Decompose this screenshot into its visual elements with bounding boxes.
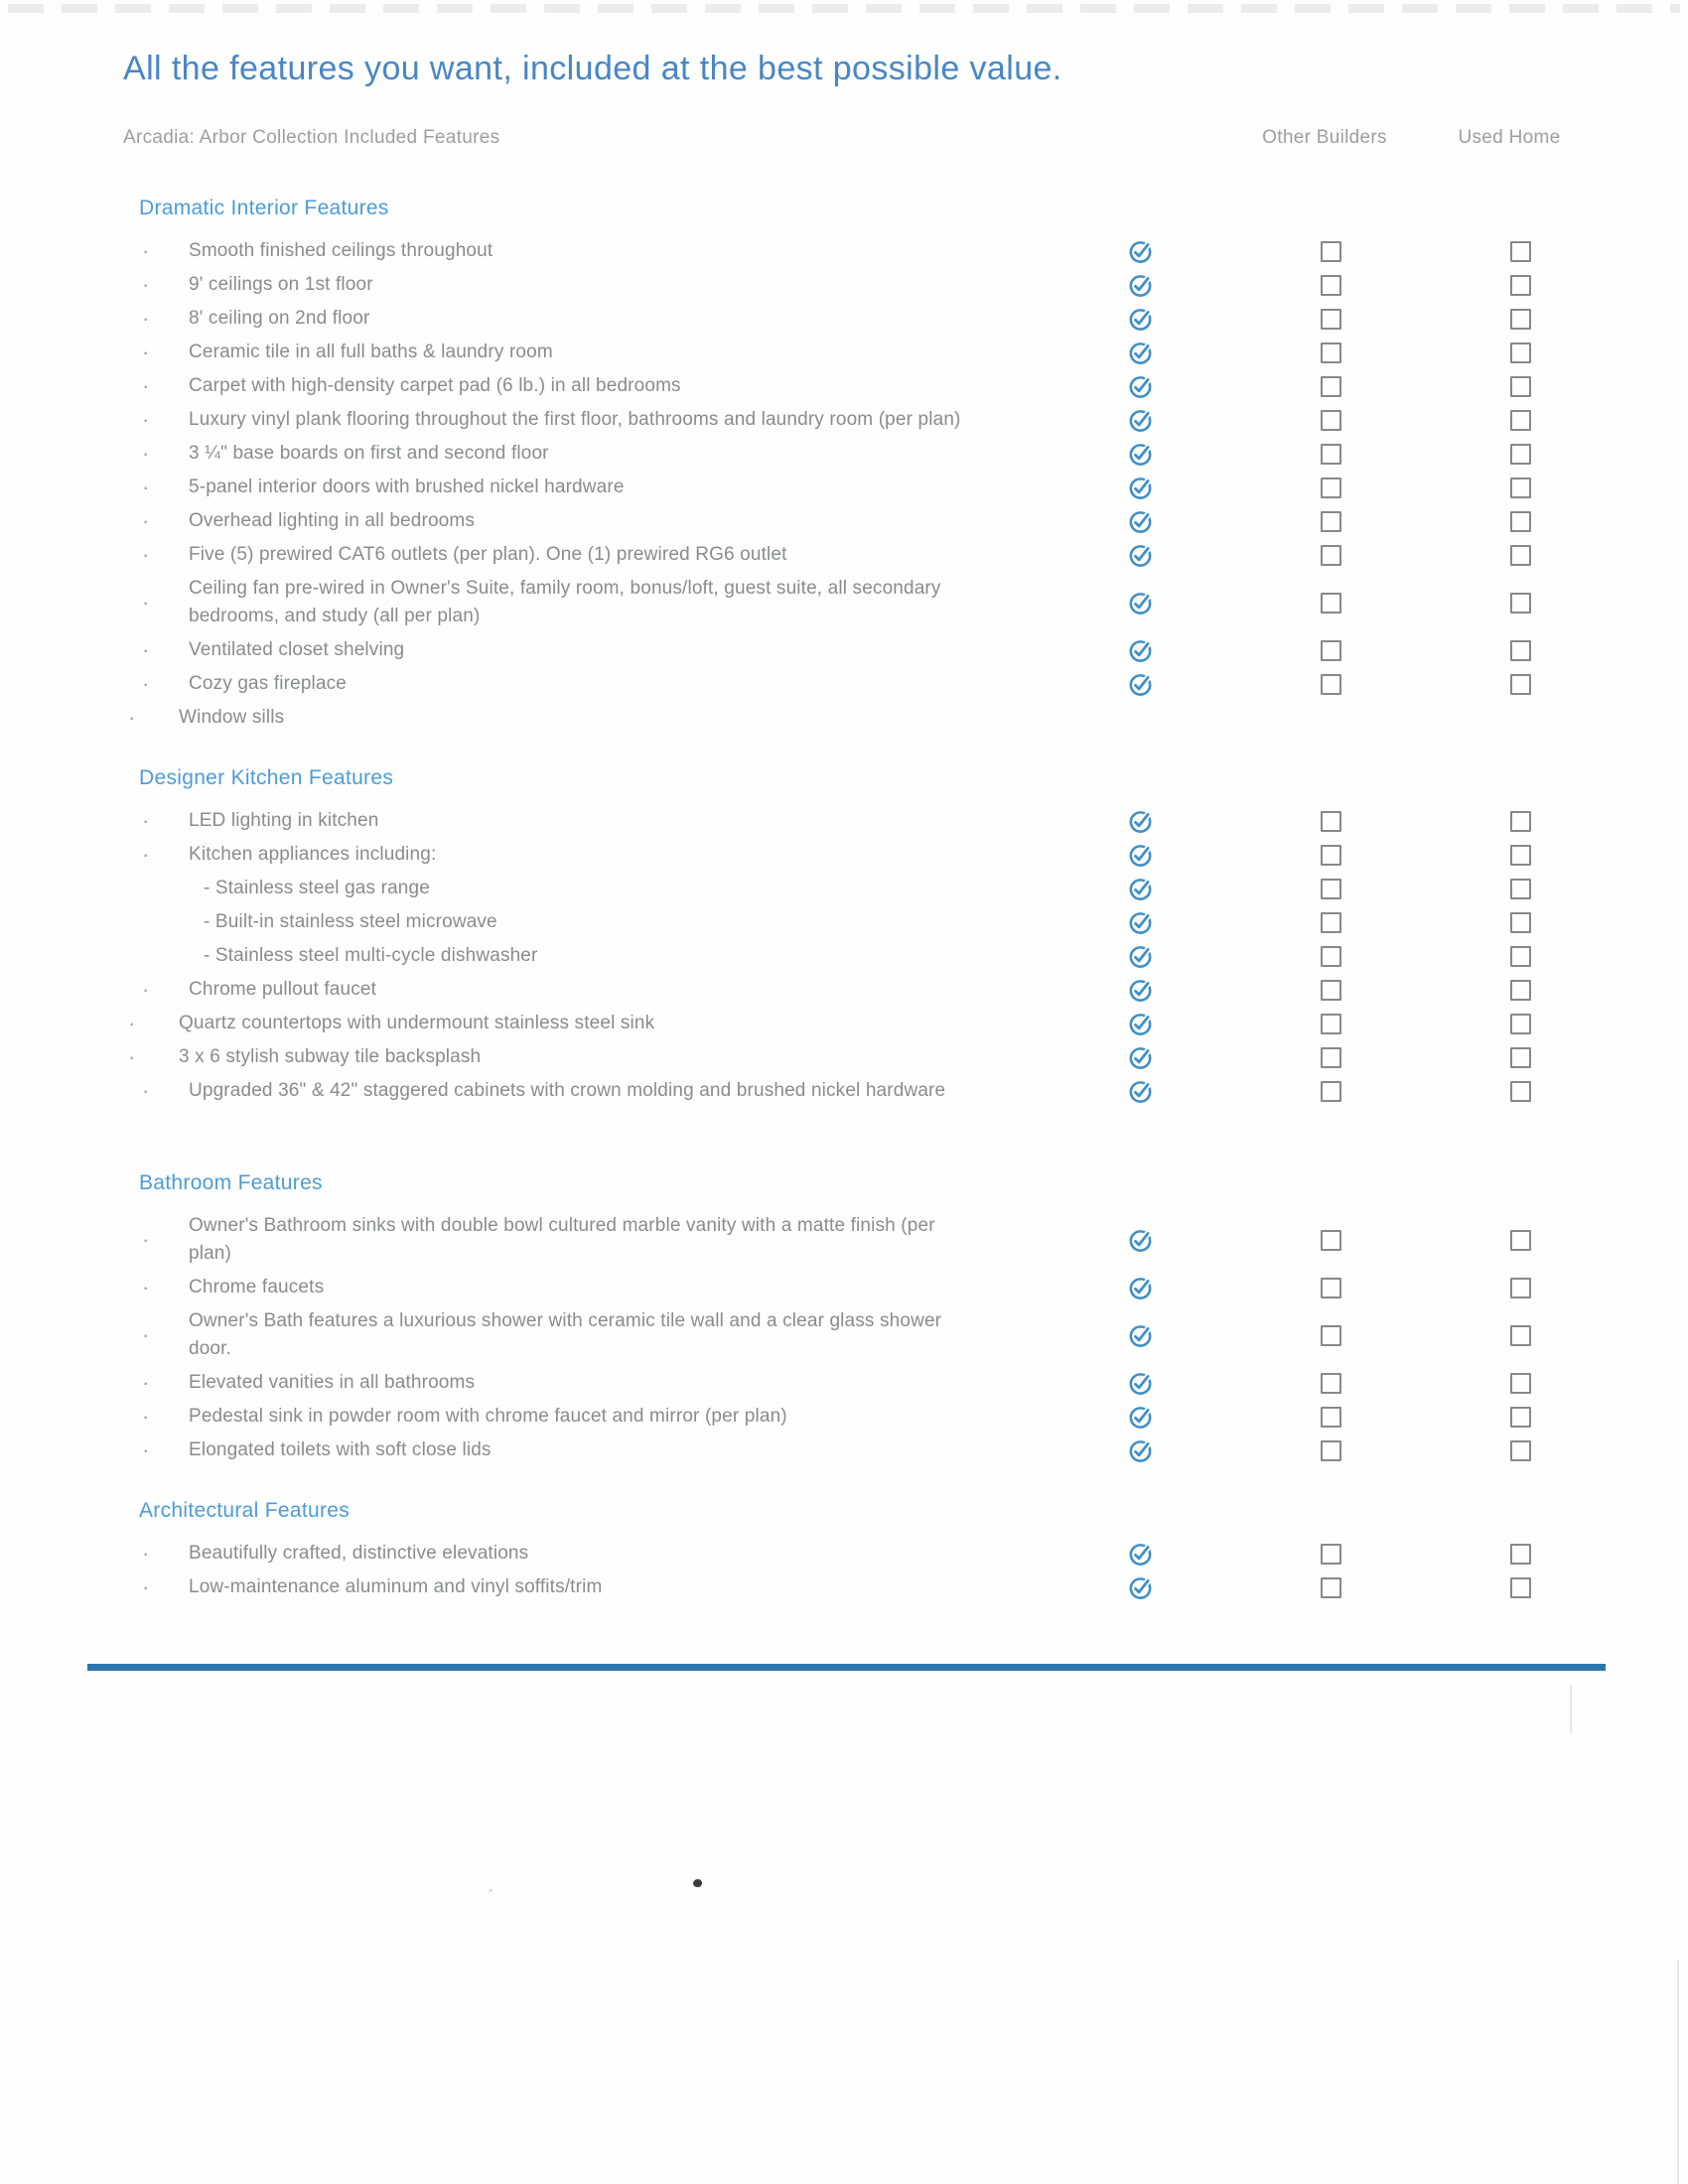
feature-sections [128,185,1628,1604]
other-builders-checkbox [1321,1544,1341,1565]
other-builders-cell [1237,471,1424,504]
other-builders-checkbox [1321,593,1341,614]
used-home-cell [1424,336,1617,369]
feature-row [128,701,1628,735]
feature-label: 5-panel interior doors with brushed nickel hardware [189,477,625,497]
feature-label: Owner's Bath features a luxurious shower with ceramic tile wall and a clear glass shower door. [189,1310,942,1359]
used-home-cell [1424,667,1617,701]
feature-row [139,633,1628,667]
included-cell [1043,302,1237,336]
other-builders-checkbox [1321,444,1341,465]
other-builders-cell [1237,1007,1424,1040]
included-cell [1043,369,1237,403]
feature-label: Kitchen appliances including: [189,844,437,865]
other-builders-checkbox [1321,640,1341,661]
bullet-icon: · [142,508,150,533]
used-home-cell [1424,437,1617,471]
included-cell [1043,1570,1237,1604]
other-builders-cell [1237,437,1424,471]
included-cell [1043,504,1237,538]
section-rows [139,1537,1628,1604]
other-builders-cell [1237,1570,1424,1604]
feature-row [139,1400,1628,1433]
feature-label: - Stainless steel gas range [204,878,430,898]
used-home-cell [1424,572,1617,633]
other-builders-cell [1237,1400,1424,1433]
section-heading: Dramatic Interior Features [139,197,389,219]
bullet-icon: · [142,542,150,567]
included-cell [1043,1304,1237,1366]
section-rows [139,1209,1628,1467]
included-check-icon [1127,407,1154,434]
feature-label: - Built-in stainless steel microwave [204,911,497,932]
other-builders-cell [1237,1366,1424,1400]
included-check-icon [1127,1227,1154,1254]
bullet-icon: · [142,1404,150,1429]
feature-row [139,1570,1628,1604]
feature-row [139,471,1628,504]
other-builders-cell [1237,838,1424,872]
feature-label: Upgraded 36" & 42" staggered cabinets with crown molding and brushed nickel hardware [189,1080,946,1101]
included-check-icon [1127,977,1154,1004]
included-cell [1043,336,1237,369]
bullet-icon: · [142,1227,150,1252]
used-home-checkbox [1510,1577,1531,1598]
feature-label: LED lighting in kitchen [189,810,379,831]
feature-row [139,1537,1628,1570]
included-cell [1043,1400,1237,1433]
feature-label: Chrome faucets [189,1277,325,1297]
used-home-checkbox [1510,241,1531,262]
other-builders-checkbox [1321,1407,1341,1428]
included-check-icon [1127,306,1154,333]
used-home-cell [1424,872,1617,905]
document-subtitle: Arcadia: Arbor Collection Included Features [123,127,500,148]
feature-row [139,1304,1628,1366]
other-builders-cell [1237,572,1424,633]
other-builders-checkbox [1321,342,1341,363]
other-builders-cell [1237,905,1424,939]
bullet-icon: · [142,1322,150,1347]
bullet-icon: · [142,340,150,364]
included-check-icon [1127,1574,1154,1601]
used-home-checkbox [1510,593,1531,614]
feature-row [128,1007,1628,1040]
used-home-checkbox [1510,309,1531,330]
other-builders-cell [1237,336,1424,369]
used-home-checkbox [1510,980,1531,1001]
used-home-checkbox [1510,1230,1531,1251]
other-builders-checkbox [1321,912,1341,933]
bullet-icon: · [142,842,150,867]
used-home-checkbox [1510,1544,1531,1565]
other-builders-checkbox [1321,674,1341,695]
bullet-icon: · [142,441,150,466]
bullet-icon: · [142,1078,150,1103]
feature-label: Pedestal sink in powder room with chrome faucet and mirror (per plan) [189,1406,787,1427]
included-cell [1043,872,1237,905]
other-builders-cell [1237,1433,1424,1467]
other-builders-cell [1237,1271,1424,1304]
feature-label: 8' ceiling on 2nd floor [189,308,370,329]
other-builders-checkbox [1321,1278,1341,1298]
used-home-cell [1424,1209,1617,1271]
included-cell [1043,1271,1237,1304]
included-cell [1043,1007,1237,1040]
used-home-cell [1424,1271,1617,1304]
bullet-icon: · [142,1370,150,1395]
feature-row [139,1366,1628,1400]
used-home-cell [1424,1400,1617,1433]
feature-label: Smooth finished ceilings throughout [189,240,493,261]
other-builders-cell [1237,872,1424,905]
used-home-cell [1424,302,1617,336]
feature-label: 3 x 6 stylish subway tile backsplash [179,1046,482,1067]
included-check-icon [1127,671,1154,698]
used-home-checkbox [1510,1081,1531,1102]
used-home-cell [1424,1304,1617,1366]
used-home-cell [1424,471,1617,504]
other-builders-cell [1237,667,1424,701]
bullet-icon: · [142,1437,150,1462]
used-home-checkbox [1510,1407,1531,1428]
feature-row [128,1040,1628,1074]
included-check-icon [1127,1437,1154,1464]
used-home-checkbox [1510,811,1531,832]
other-builders-cell [1237,1304,1424,1366]
bullet-icon: · [142,590,150,614]
scan-artifact-dot [693,1879,702,1887]
used-home-checkbox [1510,275,1531,296]
used-home-cell [1424,538,1617,572]
included-cell [1043,838,1237,872]
other-builders-checkbox [1321,478,1341,498]
included-check-icon [1127,542,1154,569]
other-builders-cell [1237,302,1424,336]
included-check-icon [1127,1011,1154,1037]
feature-label: 9' ceilings on 1st floor [189,274,373,295]
included-check-icon [1127,909,1154,936]
other-builders-cell [1237,403,1424,437]
bullet-icon: · [142,475,150,499]
feature-label: 3 ¼" base boards on first and second floor [189,443,549,464]
other-builders-checkbox [1321,980,1341,1001]
feature-row [139,437,1628,471]
used-home-cell [1424,234,1617,268]
feature-row [139,1433,1628,1467]
other-builders-cell [1237,973,1424,1007]
feature-row [139,1271,1628,1304]
feature-row [139,302,1628,336]
used-home-checkbox [1510,674,1531,695]
feature-label: Window sills [179,707,285,728]
feature-row [139,538,1628,572]
used-home-cell [1424,905,1617,939]
included-cell [1043,1366,1237,1400]
used-home-cell [1424,1433,1617,1467]
used-home-checkbox [1510,1440,1531,1461]
scan-artifact-speck [489,1889,492,1892]
included-check-icon [1127,808,1154,835]
included-cell [1043,701,1237,735]
included-cell [1043,471,1237,504]
included-check-icon [1127,1078,1154,1105]
included-check-icon [1127,637,1154,664]
other-builders-checkbox [1321,241,1341,262]
used-home-cell [1424,1007,1617,1040]
feature-row [139,369,1628,403]
used-home-checkbox [1510,376,1531,397]
feature-row [139,973,1628,1007]
bullet-icon: · [142,238,150,263]
used-home-checkbox [1510,478,1531,498]
used-home-checkbox [1510,879,1531,899]
feature-row [139,905,1628,939]
feature-section [139,1171,1628,1467]
used-home-cell [1424,369,1617,403]
feature-section [128,197,1628,735]
other-builders-checkbox [1321,376,1341,397]
bullet-icon: · [142,1275,150,1299]
used-home-cell [1424,939,1617,973]
used-home-checkbox [1510,640,1531,661]
bullet-icon: · [142,407,150,432]
bullet-icon: · [142,1574,150,1599]
bullet-icon: · [142,272,150,297]
used-home-checkbox [1510,410,1531,431]
column-header-other-builders: Other Builders [1262,127,1387,148]
other-builders-cell [1237,939,1424,973]
other-builders-checkbox [1321,946,1341,967]
feature-label: Chrome pullout faucet [189,979,377,1000]
bullet-icon: · [142,671,150,696]
feature-row [139,838,1628,872]
other-builders-checkbox [1321,1325,1341,1346]
bullet-icon: · [142,373,150,398]
used-home-cell [1424,504,1617,538]
scan-artifact-page-edge [1677,1961,1679,2184]
feature-label: Cozy gas fireplace [189,673,347,694]
used-home-cell [1424,973,1617,1007]
used-home-cell [1424,633,1617,667]
feature-label: Quartz countertops with undermount stainless steel sink [179,1013,655,1033]
feature-row [139,804,1628,838]
included-check-icon [1127,340,1154,366]
other-builders-cell [1237,633,1424,667]
other-builders-cell [1237,234,1424,268]
included-cell [1043,437,1237,471]
other-builders-cell [1237,804,1424,838]
page-title: All the features you want, included at the best possible value. [123,50,1062,87]
used-home-checkbox [1510,845,1531,866]
other-builders-cell [1237,504,1424,538]
included-cell [1043,1074,1237,1108]
other-builders-checkbox [1321,511,1341,532]
included-check-icon [1127,590,1154,616]
feature-label: Owner's Bathroom sinks with double bowl cultured marble vanity with a matte finish (per plan) [189,1215,935,1264]
used-home-checkbox [1510,1373,1531,1394]
bullet-icon: · [142,637,150,662]
feature-row [139,268,1628,302]
other-builders-checkbox [1321,1230,1341,1251]
other-builders-checkbox [1321,1081,1341,1102]
included-cell [1043,268,1237,302]
included-cell [1043,1040,1237,1074]
included-cell [1043,973,1237,1007]
feature-label: Luxury vinyl plank flooring throughout the first floor, bathrooms and laundry room (per plan) [189,409,961,430]
other-builders-checkbox [1321,275,1341,296]
bullet-icon: · [142,306,150,331]
other-builders-cell [1237,268,1424,302]
included-check-icon [1127,1044,1154,1071]
used-home-cell [1424,1366,1617,1400]
other-builders-cell [1237,1074,1424,1108]
feature-row [139,667,1628,701]
other-builders-cell [1237,538,1424,572]
included-cell [1043,572,1237,633]
other-builders-checkbox [1321,811,1341,832]
section-heading: Architectural Features [139,1499,351,1522]
feature-label: Ceiling fan pre-wired in Owner's Suite, family room, bonus/loft, guest suite, all secondary bedrooms, and study (all per plan) [189,578,941,626]
other-builders-checkbox [1321,1440,1341,1461]
feature-section [139,1499,1628,1604]
feature-label: Elongated toilets with soft close lids [189,1439,492,1460]
bullet-icon: · [142,1541,150,1566]
feature-label: - Stainless steel multi-cycle dishwasher [204,945,538,966]
used-home-checkbox [1510,1278,1531,1298]
included-check-icon [1127,1322,1154,1349]
included-check-icon [1127,373,1154,400]
feature-row [139,572,1628,633]
used-home-checkbox [1510,1014,1531,1034]
included-check-icon [1127,272,1154,299]
feature-label: Carpet with high-density carpet pad (6 lb.) in all bedrooms [189,375,681,396]
other-builders-checkbox [1321,1577,1341,1598]
other-builders-cell [1237,1209,1424,1271]
bullet-icon: · [128,1044,136,1069]
other-builders-checkbox [1321,1014,1341,1034]
feature-label: Overhead lighting in all bedrooms [189,510,476,531]
feature-section [128,766,1628,1108]
section-rows [128,804,1628,1108]
used-home-checkbox [1510,511,1531,532]
feature-label: Beautifully crafted, distinctive elevations [189,1543,529,1564]
other-builders-cell [1237,1537,1424,1570]
feature-row [139,504,1628,538]
scan-artifact-vline [1570,1686,1572,1733]
included-check-icon [1127,508,1154,535]
included-check-icon [1127,441,1154,468]
included-cell [1043,1209,1237,1271]
used-home-cell [1424,701,1617,735]
included-cell [1043,804,1237,838]
included-check-icon [1127,1404,1154,1431]
bullet-icon: · [128,1011,136,1035]
used-home-cell [1424,403,1617,437]
section-heading: Designer Kitchen Features [139,766,394,789]
included-check-icon [1127,238,1154,265]
used-home-checkbox [1510,1325,1531,1346]
feature-row [139,939,1628,973]
bullet-icon: · [128,705,136,730]
bullet-icon: · [142,977,150,1002]
used-home-checkbox [1510,912,1531,933]
other-builders-cell [1237,369,1424,403]
other-builders-checkbox [1321,1047,1341,1068]
other-builders-checkbox [1321,309,1341,330]
bullet-icon: · [142,808,150,833]
included-cell [1043,403,1237,437]
used-home-checkbox [1510,444,1531,465]
feature-row [139,1209,1628,1271]
feature-label: Ventilated closet shelving [189,639,405,660]
feature-row [139,1074,1628,1108]
used-home-cell [1424,1074,1617,1108]
used-home-cell [1424,838,1617,872]
used-home-checkbox [1510,342,1531,363]
used-home-cell [1424,1537,1617,1570]
feature-label: Ceramic tile in all full baths & laundry room [189,341,553,362]
feature-row [139,336,1628,369]
included-cell [1043,234,1237,268]
used-home-cell [1424,1570,1617,1604]
other-builders-cell [1237,1040,1424,1074]
other-builders-checkbox [1321,845,1341,866]
included-cell [1043,667,1237,701]
bottom-rule [87,1664,1606,1671]
feature-row [139,403,1628,437]
scan-artifact-top-band [8,4,1680,13]
other-builders-checkbox [1321,879,1341,899]
table-header-row [123,127,1688,155]
used-home-cell [1424,804,1617,838]
included-check-icon [1127,1275,1154,1301]
included-cell [1043,905,1237,939]
included-check-icon [1127,475,1154,501]
column-header-used-home: Used Home [1458,127,1561,148]
included-check-icon [1127,842,1154,869]
included-cell [1043,1433,1237,1467]
other-builders-checkbox [1321,410,1341,431]
feature-label: Elevated vanities in all bathrooms [189,1372,476,1393]
included-cell [1043,633,1237,667]
included-check-icon [1127,1541,1154,1568]
other-builders-checkbox [1321,1373,1341,1394]
feature-label: Low-maintenance aluminum and vinyl soffits/trim [189,1576,603,1597]
used-home-checkbox [1510,946,1531,967]
section-rows [128,234,1628,735]
used-home-checkbox [1510,1047,1531,1068]
included-check-icon [1127,943,1154,970]
included-cell [1043,939,1237,973]
feature-row [139,872,1628,905]
included-cell [1043,538,1237,572]
section-heading: Bathroom Features [139,1171,323,1194]
included-check-icon [1127,876,1154,902]
used-home-cell [1424,1040,1617,1074]
used-home-cell [1424,268,1617,302]
included-check-icon [1127,1370,1154,1397]
feature-row [139,234,1628,268]
other-builders-cell [1237,701,1424,735]
other-builders-checkbox [1321,545,1341,566]
included-cell [1043,1537,1237,1570]
feature-label: Five (5) prewired CAT6 outlets (per plan). One (1) prewired RG6 outlet [189,544,787,565]
used-home-checkbox [1510,545,1531,566]
